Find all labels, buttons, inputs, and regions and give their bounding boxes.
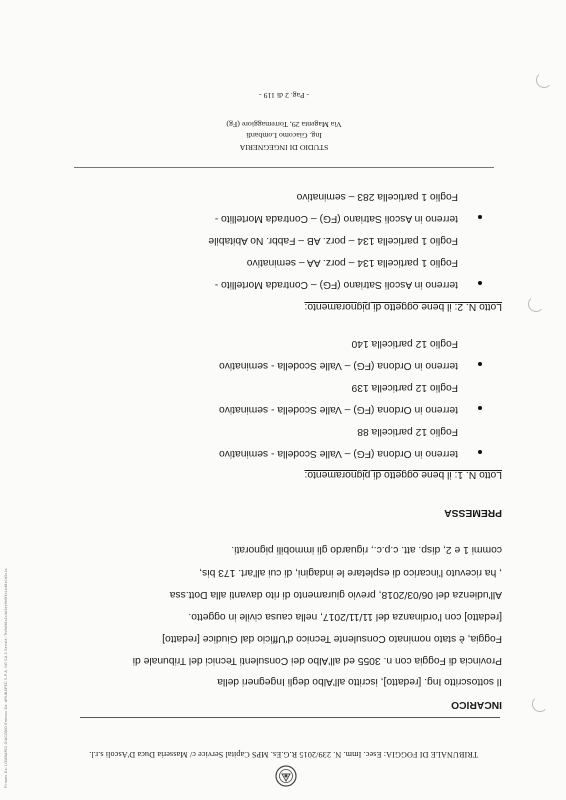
lotto-1-item-3-line1: terreno in Ordona (FG) – Valle Scodella - seminativo — [218, 360, 458, 371]
hole-mark — [536, 72, 552, 88]
lotto-1-item-2-line1: terreno in Ordona (FG) – Valle Scodella - seminativo — [218, 404, 458, 415]
court-header-line: TRIBUNALE DI FOGGIA: Esec. Imm. N. 239/2015 R.G.Es. MPS Capital Service c/ Masseria Duca D'Ascoli s.r.l. — [89, 750, 478, 759]
header-rule — [80, 717, 500, 718]
lotto-1-item-1-line2: Foglio 12 particella 88 — [357, 426, 458, 437]
lotto-1-title: Lotto N. 1: il bene oggetto di pignoramento: — [304, 469, 502, 480]
lotto-1-item-2-line2: Foglio 12 particella 139 — [351, 382, 458, 393]
hole-mark — [532, 696, 548, 712]
studio-name: STUDIO DI INGEGNERIA — [239, 143, 329, 152]
bullet-icon — [478, 281, 482, 285]
incarico-line-3: Foggia, è stato nominato Consulente Tecnico d'Ufficio dal Giudice [redatto] — [162, 633, 502, 644]
lotto-2-item-1-line1: terreno in Ascoli Satriano (FG) – Contrada Mortellito - — [214, 279, 458, 290]
lotto-1-item-1-line1: terreno in Ordona (FG) – Valle Scodella - seminativo — [218, 448, 458, 459]
studio-address: Via Magenta 29, Torremaggiore (Fg) — [226, 120, 342, 129]
bullet-icon — [478, 406, 482, 410]
incarico-line-5: All'udienza del 06/03/2018, previo giuramento di rito davanti alla Dott.ssa — [169, 589, 502, 600]
studio-engineer: Ing. Giacomo Lombardi — [246, 131, 322, 140]
incarico-line-2: Provincia di Foggia con n. 3055 ed all'Albo dei Consulenti Tecnici del Tribunale di — [132, 655, 502, 666]
page-number: - Pag. 2 di 119 - — [259, 91, 309, 100]
lotto-1-item-3-line2: Foglio 12 particella 140 — [351, 338, 458, 349]
lotto-2-item-1-line3: Foglio 1 particella 134 – porz. AB – Fabbr. No Abitabile — [208, 235, 458, 246]
lotto-2-item-1-line2: Foglio 1 particella 134 – porz. AA – seminativo — [246, 257, 458, 268]
bullet-icon — [478, 362, 482, 366]
bullet-icon — [478, 450, 482, 454]
incarico-line-4: [redatto] con l'ordinanza del 11/11/2017, nella causa civile in oggetto. — [188, 611, 502, 622]
side-signature-stamp: Firmato Da: LOMBARDI GIACOMO Emesso Da: ARUBAPEC S.P.A. NG CA 3 Serial#: 7fd9d98a2c4d3ee9b6f4c1b48e0d5c1a — [4, 568, 8, 788]
lotto-2-item-2-line1: terreno in Ascoli Satriano (FG) – Contrada Mortellito - — [214, 213, 458, 224]
footer-rule — [74, 167, 494, 168]
incarico-line-6: , ha ricevuto l'incarico di espletare le indagini, di cui all'art. 173 bis, — [199, 567, 502, 578]
lotto-2-title: Lotto N. 2: il bene oggetto di pignoramento: — [304, 301, 502, 312]
incarico-line-1: Il sottoscritto Ing. [redatto], iscritto all'Albo degli Ingegneri della — [217, 676, 502, 687]
bullet-icon — [478, 215, 482, 219]
section-title-incarico: INCARICO — [451, 699, 502, 710]
section-title-premessa: PREMESSA — [444, 507, 502, 518]
incarico-line-7: commi 1 e 2, disp. att. c.p.c., riguardo gli immobili pignorati. — [231, 544, 502, 555]
hole-mark — [528, 296, 544, 312]
lotto-2-item-2-line2: Foglio 1 particella 283 – seminativo — [296, 191, 458, 202]
court-seal-icon — [274, 764, 298, 788]
